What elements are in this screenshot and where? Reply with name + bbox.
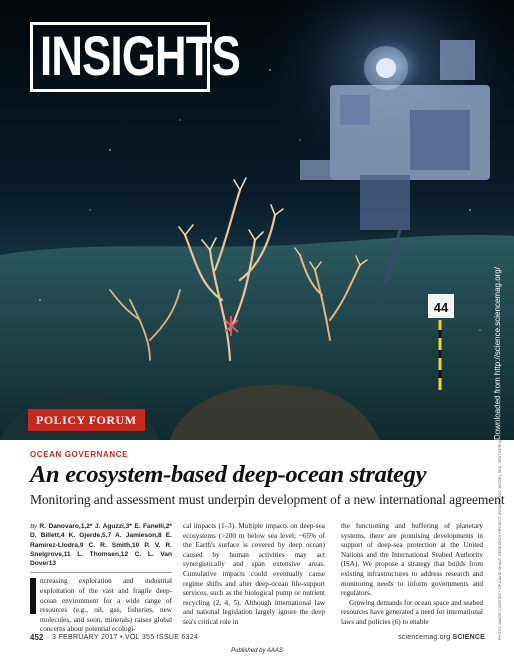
issue-info: 3 FEBRUARY 2017 • VOL 355 ISSUE 6324 bbox=[52, 634, 199, 641]
column-3 bbox=[341, 522, 483, 628]
author-byline bbox=[30, 522, 172, 568]
lead-text: ncreasing exploration and industrial exploitation of the vast and fragile deep-ocean environment for a wide range of resources (e.g., oil, gas, fisheries, new molecules, and soon, minerals) raises global concerns about potential ecologi- bbox=[40, 577, 172, 634]
byline-prefix: By bbox=[30, 523, 37, 530]
byline-divider bbox=[30, 572, 172, 573]
column-1 bbox=[30, 522, 172, 635]
column-2-text: cal impacts (1–3). Multiple impacts on deep-sea ecosystems (>200 m below sea level; ~65% of the Earth's surface is covered by deep ocean) caused by human activities may act synergistically and span extensive areas. Cumulative impacts could eventually cause regime shifts and alter deep-ocean life-support services, such as the biological pump or nutrient recycling (2, 4, 5). Although international law and national legislation largely ignore the deep sea's critical role in bbox=[183, 522, 325, 626]
site-info bbox=[398, 634, 485, 641]
site-url: sciencemag.org bbox=[398, 634, 451, 641]
marker-label: 44 bbox=[433, 300, 449, 315]
journal-name: SCIENCE bbox=[452, 634, 485, 641]
column-2 bbox=[183, 522, 325, 628]
article-headline: An ecosystem-based deep-ocean strategy bbox=[30, 461, 427, 488]
publisher-note: Published by AAAS bbox=[231, 648, 283, 654]
article-kicker: OCEAN GOVERNANCE bbox=[30, 450, 129, 459]
page-footer bbox=[30, 633, 485, 645]
lead-paragraph bbox=[30, 577, 172, 635]
column-3-text-b: Growing demands for ocean space and seabed resources have generated a need for international laws and policies (6) to enable bbox=[341, 598, 483, 626]
column-3-text-a: the functioning and buffering of planetary systems, there are promising developments in support of deep-sea protection at the United Nations and the International Seabed Authority (ISA). We propose a strategy that builds from existing infrastructures to address research and monitoring needs to inform governments and regulators. bbox=[341, 522, 483, 598]
photo-credit bbox=[498, 384, 508, 640]
drop-cap bbox=[30, 578, 36, 614]
section-banner: INSIGHTS bbox=[40, 24, 241, 87]
photo-credit-text: PHOTO: IMAGE COURTESY OF DAVID SHALE. RESEARCH PROJECT (NOAA & ROV JASON); SEA. VENTS/PRI & FORESTRY RESEARCH TEAM bbox=[498, 384, 502, 640]
author-list: R. Danovaro,1,2* J. Aguzzi,3* E. Fanelli,2* D. Billett,4 K. Gjerde,5,7 A. Jamieson,8 E. Ramirez-Llodra,9 C. R. Smith,10 P. V. R. Snelgrove,11 L. Thomsen,12 C. L. Van Dover13 bbox=[30, 523, 172, 568]
article-subhead: Monitoring and assessment must underpin development of a new international agreement bbox=[30, 492, 505, 507]
page-number: 452 bbox=[30, 633, 44, 642]
policy-forum-badge: POLICY FORUM bbox=[28, 409, 145, 431]
download-watermark-text: Downloaded from http://science.sciencemag.org/ bbox=[493, 267, 502, 440]
